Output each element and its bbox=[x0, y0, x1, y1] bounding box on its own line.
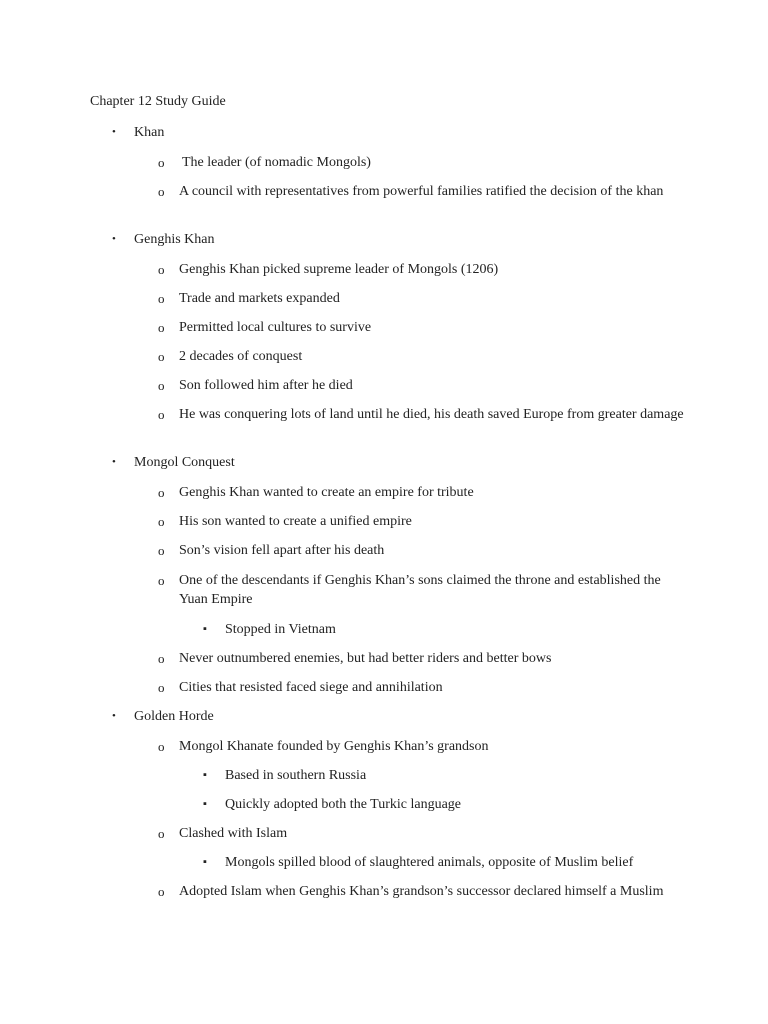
outline-item-text: Genghis Khan wanted to create an empire for tribute bbox=[179, 485, 474, 500]
outline-item-text: Khan bbox=[134, 125, 165, 140]
bullet-marker: o bbox=[158, 573, 165, 588]
outline-item-text: Based in southern Russia bbox=[225, 768, 367, 783]
bullet-marker: • bbox=[112, 710, 116, 722]
bullet-marker: o bbox=[158, 651, 165, 666]
bullet-marker: • bbox=[112, 126, 116, 138]
outline-item-text: Cities that resisted faced siege and annihilation bbox=[179, 680, 443, 695]
bullet-marker: ▪ bbox=[203, 623, 207, 635]
bullet-marker: o bbox=[158, 826, 165, 841]
outline-item-text: Adopted Islam when Genghis Khan’s grandson’s successor declared himself a Muslim bbox=[179, 884, 664, 899]
bullet-marker: ▪ bbox=[203, 769, 207, 781]
outline-item-text: Genghis Khan picked supreme leader of Mongols (1206) bbox=[179, 262, 499, 277]
outline-item-text: A council with representatives from powerful families ratified the decision of the khan bbox=[179, 184, 664, 199]
bullet-marker: • bbox=[112, 233, 116, 245]
bullet-marker: ▪ bbox=[203, 856, 207, 868]
outline-item-text: Never outnumbered enemies, but had better riders and better bows bbox=[179, 651, 552, 666]
outline-item-text: Golden Horde bbox=[134, 709, 214, 724]
outline-item-text: Stopped in Vietnam bbox=[225, 622, 336, 637]
outline-item-text: Clashed with Islam bbox=[179, 826, 288, 841]
bullet-marker: o bbox=[158, 407, 165, 422]
outline-item-text: His son wanted to create a unified empire bbox=[179, 514, 412, 529]
bullet-marker: o bbox=[158, 262, 165, 277]
bullet-marker: o bbox=[158, 543, 165, 558]
outline-item-text: Mongol Conquest bbox=[134, 455, 235, 470]
bullet-marker: o bbox=[158, 320, 165, 335]
bullet-marker: o bbox=[158, 514, 165, 529]
bullet-marker: ▪ bbox=[203, 798, 207, 810]
bullet-marker: o bbox=[158, 155, 165, 170]
outline-item-text: Trade and markets expanded bbox=[179, 291, 340, 306]
bullet-marker: o bbox=[158, 184, 165, 199]
outline-item-text: Mongol Khanate founded by Genghis Khan’s grandson bbox=[179, 739, 489, 754]
outline-item-text: Son’s vision fell apart after his death bbox=[179, 543, 385, 558]
outline-item-text: Son followed him after he died bbox=[179, 378, 353, 393]
bullet-marker: o bbox=[158, 485, 165, 500]
outline-item-text: Mongols spilled blood of slaughtered animals, opposite of Muslim belief bbox=[225, 855, 634, 870]
outline-item-text: Permitted local cultures to survive bbox=[179, 320, 372, 335]
outline-item-text: He was conquering lots of land until he died, his death saved Europe from greater damage bbox=[179, 407, 684, 422]
outline-item-text: 2 decades of conquest bbox=[179, 349, 303, 364]
bullet-marker: o bbox=[158, 884, 165, 899]
outline-item-text: The leader (of nomadic Mongols) bbox=[182, 155, 371, 170]
bullet-marker: o bbox=[158, 739, 165, 754]
outline-item-text: Genghis Khan bbox=[134, 232, 215, 247]
outline-item-text: One of the descendants if Genghis Khan’s sons claimed the throne and established the Yuan Empire bbox=[179, 573, 661, 607]
bullet-marker: o bbox=[158, 378, 165, 393]
outline-item-text: Quickly adopted both the Turkic language bbox=[225, 797, 462, 812]
bullet-marker: o bbox=[158, 349, 165, 364]
bullet-marker: • bbox=[112, 456, 116, 468]
bullet-marker: o bbox=[158, 680, 165, 695]
page-title: Chapter 12 Study Guide bbox=[90, 94, 226, 109]
bullet-marker: o bbox=[158, 291, 165, 306]
